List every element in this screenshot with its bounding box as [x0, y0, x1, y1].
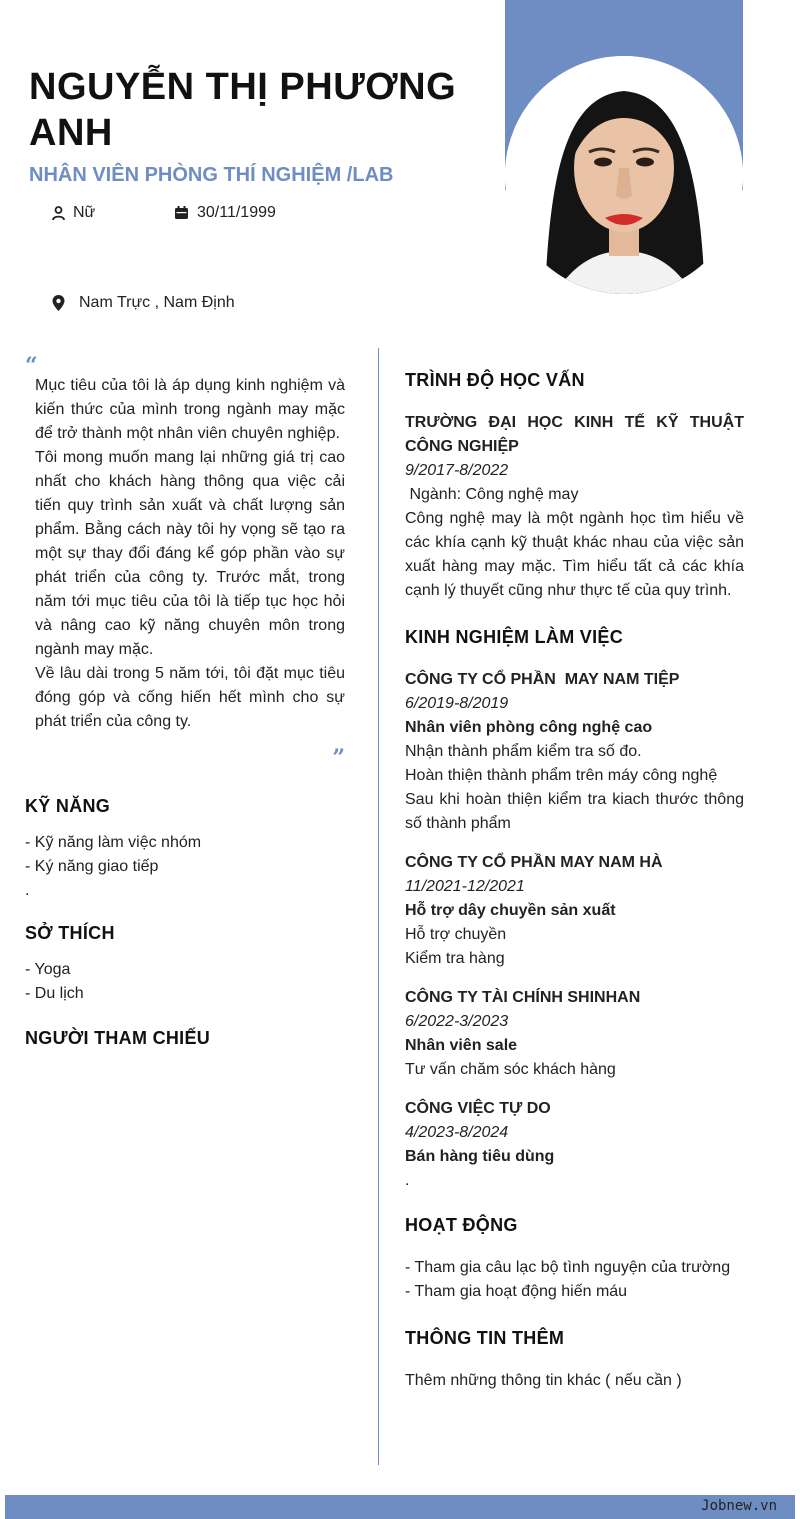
- extra-info-text: Thêm những thông tin khác ( nếu cần ): [405, 1372, 682, 1389]
- job-company: CÔNG VIỆC TỰ DO: [405, 1100, 551, 1117]
- job-entry: [405, 1097, 744, 1193]
- job-duty: Hỗ trợ chuyền: [405, 926, 507, 943]
- profile-photo: [505, 56, 743, 294]
- job-entry: [405, 851, 744, 971]
- job-role: Hỗ trợ dây chuyền sản xuất: [405, 902, 616, 919]
- birthday-value: 30/11/1999: [197, 204, 276, 221]
- close-quote: ”: [332, 745, 345, 771]
- job-duty: Tư vấn chăm sóc khách hàng: [405, 1061, 616, 1078]
- job-company: CÔNG TY TÀI CHÍNH SHINHAN: [405, 989, 641, 1006]
- job-period: 6/2019-8/2019: [405, 695, 509, 712]
- job-duty: Sau khi hoàn thiện kiểm tra kiach thước thông số thành phẩm: [405, 791, 744, 832]
- hobby-item: - Yoga: [25, 961, 71, 978]
- experience-title: KINH NGHIỆM LÀM VIỆC: [405, 627, 624, 647]
- job-duty: .: [405, 1172, 410, 1189]
- objective-paragraph: Tôi mong muốn mang lại những giá trị cao nhất cho khách hàng thông qua việc cải tiến quy trình sản xuất và chất lượng sản phẩm. Bằng cách này tôi hy vọng sẽ tạo ra một sự thay đổi đáng kể góp phần vào sự phát triển của công ty. Trước mắt, trong năm tới mục tiêu của tôi là tiếp tục học hỏi và nâng cao kỹ năng chuyên môn trong ngành may mặc.: [35, 449, 345, 658]
- calendar-icon: [174, 206, 189, 220]
- education-period: 9/2017-8/2022: [405, 462, 509, 479]
- column-divider: [378, 348, 379, 1465]
- activities-title: HOẠT ĐỘNG: [405, 1215, 518, 1235]
- job-duty: Kiểm tra hàng: [405, 950, 505, 967]
- job-position: NHÂN VIÊN PHÒNG THÍ NGHIỆM /LAB: [29, 164, 394, 186]
- address-value: Nam Trực , Nam Định: [79, 294, 235, 311]
- address-info: [52, 293, 235, 313]
- open-quote: “: [25, 353, 38, 379]
- education-entry: [405, 411, 744, 603]
- objective-paragraph: Về lâu dài trong 5 năm tới, tôi đặt mục tiêu đóng góp và cống hiến hết mình cho sự phát triển của công ty.: [35, 665, 345, 730]
- footer-bar: [5, 1495, 795, 1519]
- job-period: 4/2023-8/2024: [405, 1124, 509, 1141]
- job-company: CÔNG TY CỔ PHẦN MAY NAM TIỆP: [405, 671, 680, 688]
- extra-info-title: THÔNG TIN THÊM: [405, 1328, 565, 1348]
- location-pin-icon: [52, 295, 65, 311]
- person-icon: [52, 206, 65, 221]
- school-name: TRƯỜNG ĐẠI HỌC KINH TẾ KỸ THUẬT CÔNG NGHIỆP: [405, 414, 744, 455]
- education-description: Công nghệ may là một ngành học tìm hiểu về các khía cạnh kỹ thuật khác nhau của việc sản xuất hàng may mặc. Tìm hiểu tất cả các khía cạnh lý thuyết cũng như thực tế của quy trình.: [405, 510, 744, 599]
- career-objective: [35, 374, 345, 734]
- hobbies-list: [25, 958, 345, 1006]
- job-entry: [405, 668, 744, 836]
- job-role: Bán hàng tiêu dùng: [405, 1148, 555, 1165]
- hobbies-title: SỞ THÍCH: [25, 923, 115, 943]
- job-company: CÔNG TY CỔ PHẦN MAY NAM HÀ: [405, 854, 663, 871]
- left-column: [25, 348, 345, 1049]
- skill-item: - Ký năng giao tiếp: [25, 858, 159, 875]
- education-major: Ngành: Công nghệ may: [405, 486, 579, 503]
- job-period: 11/2021-12/2021: [405, 878, 525, 895]
- candidate-name: NGUYỄN THỊ PHƯƠNG ANH: [29, 66, 457, 154]
- objective-paragraph: Mục tiêu của tôi là áp dụng kinh nghiệm và kiến thức của mình trong ngành may mặc để trở thành một nhân viên chuyên nghiệp.: [35, 377, 345, 442]
- skills-list: [25, 831, 345, 903]
- skills-title: KỸ NĂNG: [25, 796, 111, 816]
- gender-info: [52, 203, 95, 223]
- avatar-portrait: [505, 56, 743, 294]
- activity-item: - Tham gia hoạt động hiến máu: [405, 1283, 628, 1300]
- education-title: TRÌNH ĐỘ HỌC VẤN: [405, 370, 585, 390]
- hobby-item: - Du lịch: [25, 985, 84, 1002]
- job-role: Nhân viên phòng công nghệ cao: [405, 719, 653, 736]
- birthday-info: [174, 203, 276, 223]
- activity-item: - Tham gia câu lạc bộ tình nguyện của trường: [405, 1259, 731, 1276]
- activities-list: [405, 1256, 744, 1304]
- job-duty: Hoàn thiện thành phẩm trên máy công nghệ: [405, 767, 718, 784]
- skill-item: .: [25, 882, 30, 899]
- job-duty: Nhận thành phẩm kiểm tra số đo.: [405, 743, 642, 760]
- references-title: NGƯỜI THAM CHIẾU: [25, 1028, 211, 1048]
- gender-value: Nữ: [73, 204, 96, 221]
- footer-brand: Jobnew.vn: [701, 1498, 777, 1514]
- skill-item: - Kỹ năng làm việc nhóm: [25, 834, 202, 851]
- job-role: Nhân viên sale: [405, 1037, 518, 1054]
- job-entry: [405, 986, 744, 1082]
- job-period: 6/2022-3/2023: [405, 1013, 509, 1030]
- right-column: [405, 370, 744, 1393]
